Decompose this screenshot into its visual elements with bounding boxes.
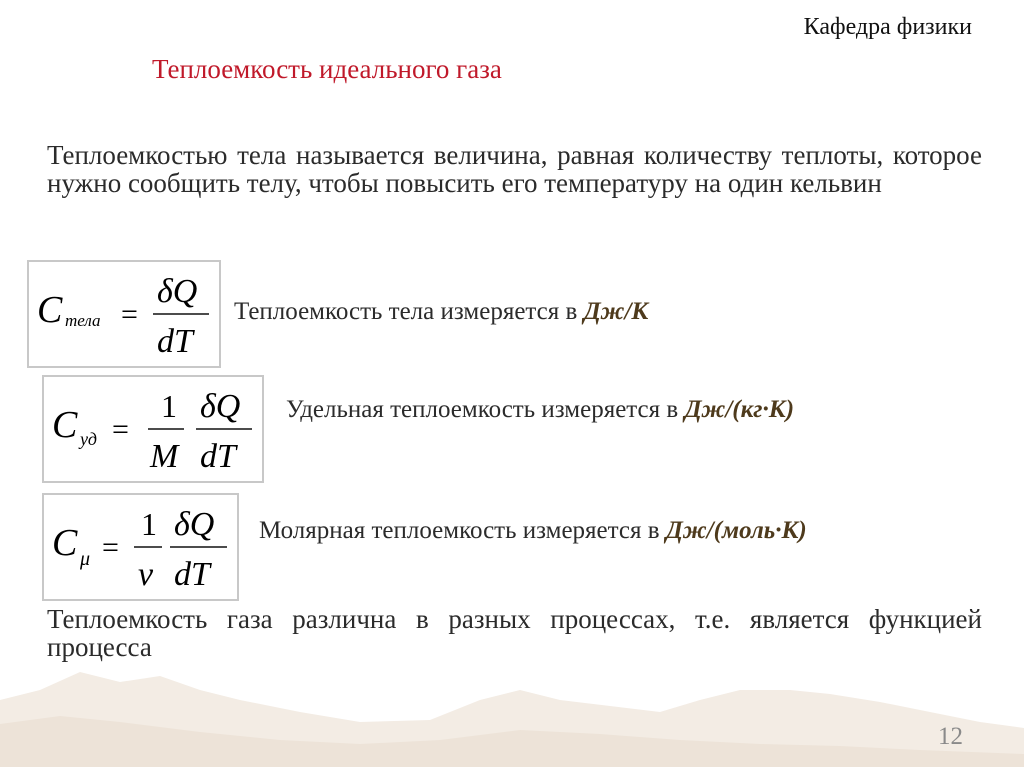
coefficient-numerator: 1 <box>141 506 157 542</box>
fraction-denominator: dT <box>174 556 210 593</box>
unit-note-molar <box>259 517 807 545</box>
formula-symbol: C <box>52 522 78 564</box>
unit-note-text: Удельная теплоемкость измеряется в <box>286 396 685 423</box>
formula-equals: = <box>112 413 129 446</box>
unit-note-text: Молярная теплоемкость измеряется в <box>259 517 666 544</box>
formula-box-body <box>27 260 221 368</box>
formula-heat-capacity-body <box>29 262 219 366</box>
formula-symbol: C <box>37 289 63 331</box>
unit-value: Дж/(кг·К) <box>684 396 795 423</box>
fraction-numerator: δQ <box>200 388 241 425</box>
slide-title: Теплоемкость идеального газа <box>152 54 502 84</box>
coefficient-denominator: M <box>150 438 179 475</box>
formula-subscript: μ <box>80 548 91 570</box>
fraction-denominator: dT <box>157 323 193 360</box>
formula-specific-heat <box>44 377 262 481</box>
conclusion-paragraph: Теплоемкость газа различна в разных процессах, т.е. является функцией процесса <box>47 604 982 662</box>
formula-symbol: C <box>52 404 78 446</box>
formula-molar-heat <box>44 495 237 599</box>
fraction-denominator: dT <box>200 438 236 475</box>
formula-box-molar <box>42 493 239 601</box>
formula-equals: = <box>121 298 138 331</box>
unit-value: Дж/(моль·К) <box>665 517 807 544</box>
department-label: Кафедра физики <box>803 14 972 40</box>
formula-equals: = <box>102 531 119 564</box>
unit-note-specific <box>286 396 794 424</box>
coefficient-numerator: 1 <box>161 388 177 424</box>
formula-subscript: тела <box>65 311 101 330</box>
formula-box-specific <box>42 375 264 483</box>
page-number: 12 <box>938 723 963 750</box>
fraction-numerator: δQ <box>174 506 215 543</box>
formula-subscript: уд <box>80 429 98 449</box>
unit-note-text: Теплоемкость тела измеряется в <box>234 298 584 325</box>
fraction-numerator: δQ <box>157 273 198 310</box>
unit-note-body <box>234 298 648 326</box>
coefficient-denominator: ν <box>138 556 154 593</box>
unit-value: Дж/К <box>583 298 649 325</box>
definition-paragraph: Теплоемкостью тела называется величина, равная количеству теплоты, которое нужно сообщить телу, чтобы повысить его температуру на один кельвин <box>47 140 982 198</box>
